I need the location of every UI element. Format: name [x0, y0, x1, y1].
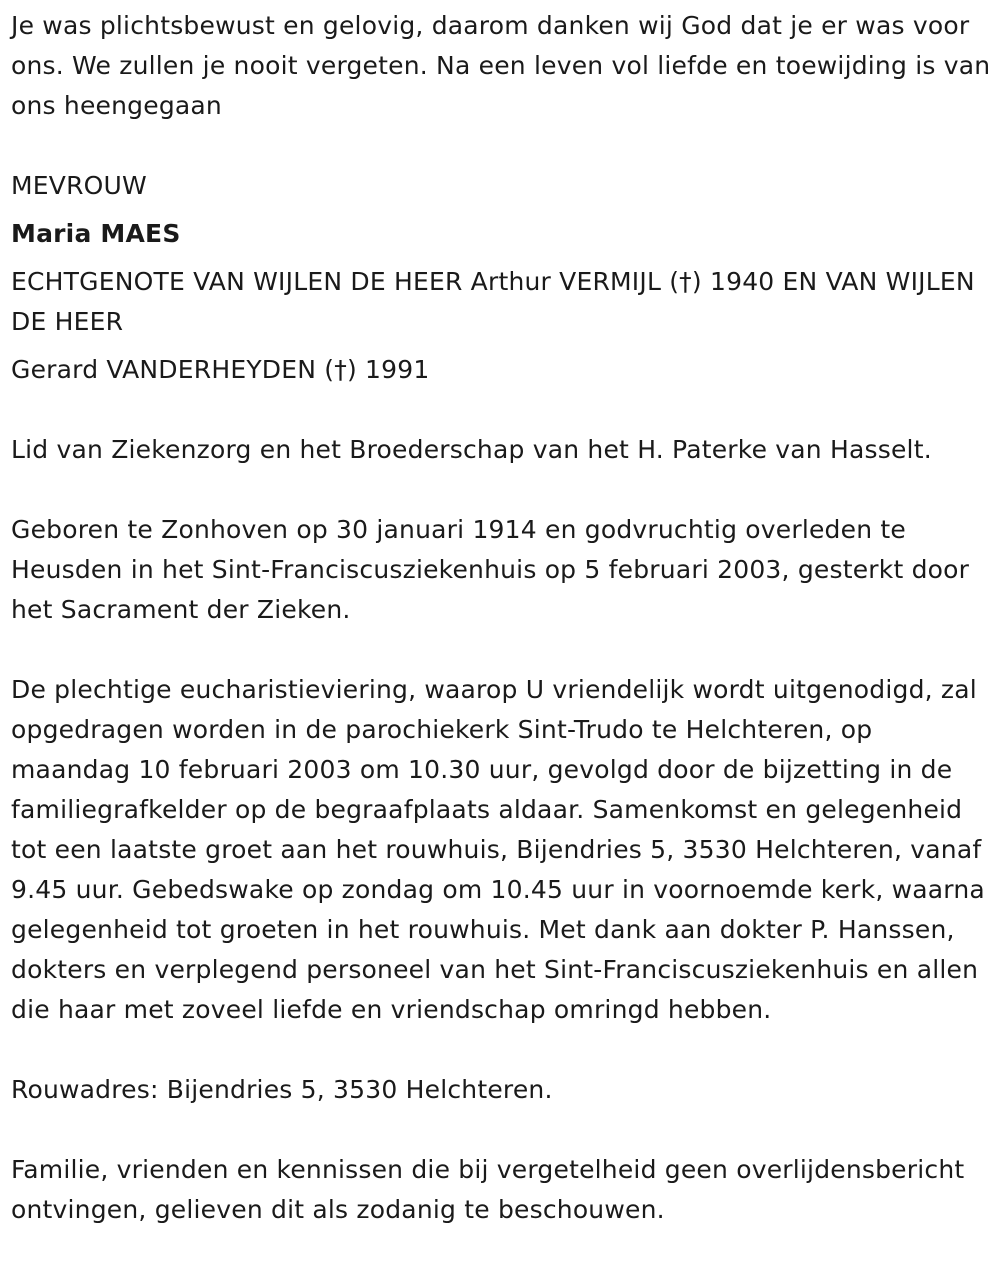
membership-paragraph: Lid van Ziekenzorg en het Broederschap van het H. Paterke van Hasselt. — [11, 435, 932, 464]
spouse-line-first: ECHTGENOTE VAN WIJLEN DE HEER Arthur VERMIJL (†) 1940 EN VAN WIJLEN DE HEER — [11, 267, 975, 336]
closing-paragraph: Familie, vrienden en kennissen die bij vergetelheid geen overlijdensbericht ontvingen, gelieven dit als zodanig te beschouwen. — [11, 1155, 965, 1224]
deceased-name: Maria MAES — [11, 219, 181, 248]
honorific-title: MEVROUW — [11, 171, 147, 200]
mourning-address: Rouwadres: Bijendries 5, 3530 Helchteren. — [11, 1075, 553, 1104]
intro-paragraph: Je was plichtsbewust en gelovig, daarom danken wij God dat je er was voor ons. We zullen je nooit vergeten. Na een leven vol liefde en toewijding is van ons heengegaan — [11, 11, 991, 120]
ceremony-paragraph: De plechtige eucharistieviering, waarop U vriendelijk wordt uitgenodigd, zal opgedragen worden in de parochiekerk Sint-Trudo te Helchteren, op maandag 10 februari 2003 om 10.30 uur, gevolgd door de bijzetting in de familiegrafkelder op de begraafplaats aldaar. Samenkomst en gelegenheid tot een laatste groet aan het rouwhuis, Bijendries 5, 3530 Helchteren, vanaf 9.45 uur. Gebedswake op zondag om 10.45 uur in voornoemde kerk, waarna gelegenheid tot groeten in het rouwhuis. Met dank aan dokter P. Hanssen, dokters en verplegend personeel van het Sint-Franciscusziekenhuis en allen die haar met zoveel liefde en vriendschap omringd hebben. — [11, 675, 985, 1024]
death-notice — [11, 6, 996, 1230]
spouse-line-second: Gerard VANDERHEYDEN (†) 1991 — [11, 355, 430, 384]
birth-death-paragraph: Geboren te Zonhoven op 30 januari 1914 en godvruchtig overleden te Heusden in het Sint-Franciscusziekenhuis op 5 februari 2003, gesterkt door het Sacrament der Zieken. — [11, 515, 970, 624]
